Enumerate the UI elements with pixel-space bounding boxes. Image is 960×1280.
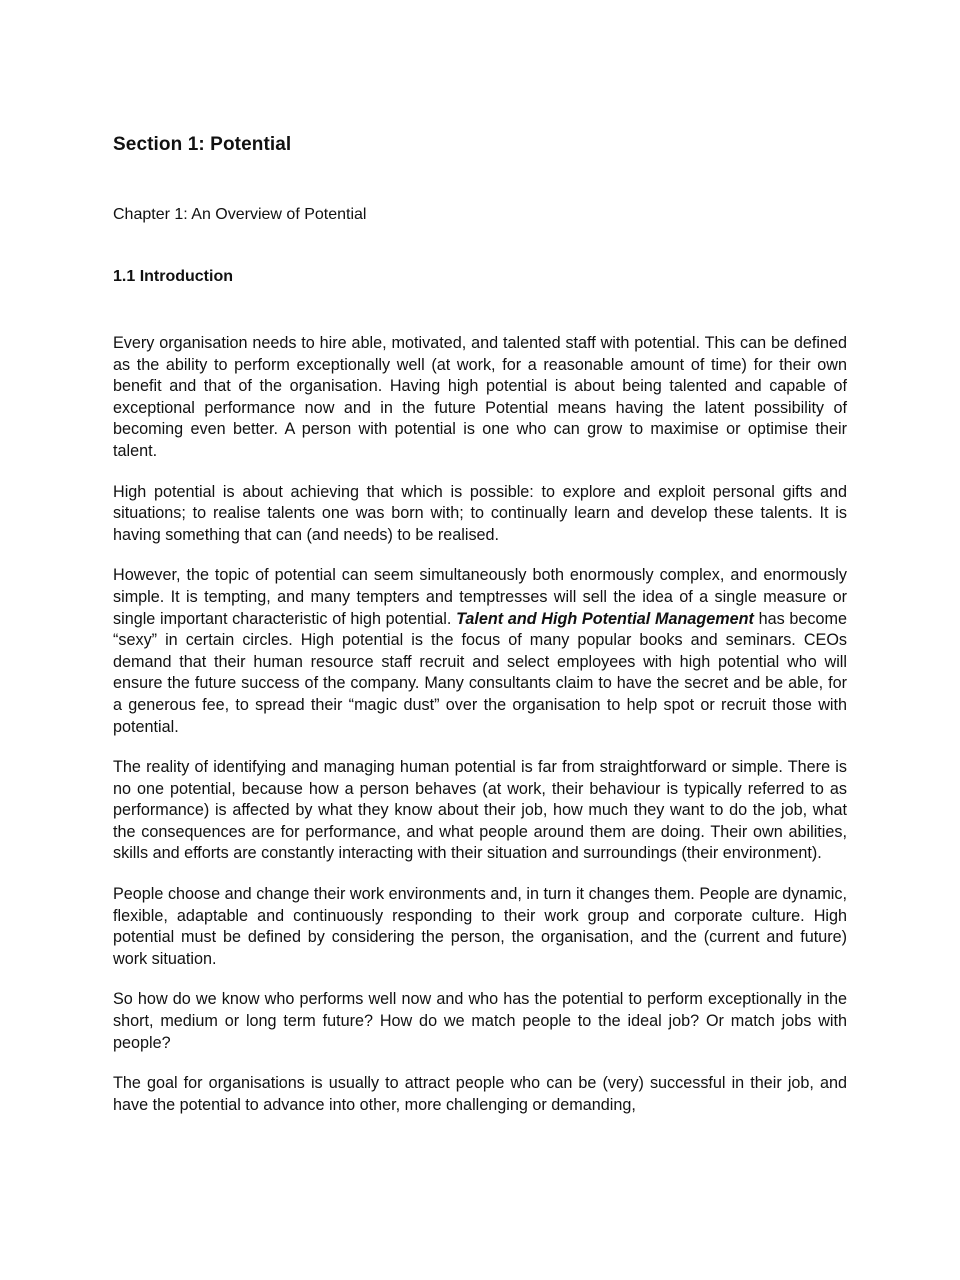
paragraph: Every organisation needs to hire able, motivated, and talented staff with potential. This can be defined as the ability to perform exceptionally well (at work, for a reasonable amount of time) for their own benefit and that of the organisation. Having high potential is about being talented and capable of exceptional performance now and in the future Potential means having the latent possibility of becoming even better. A person with potential is one who can grow to maximise or optimise their talent. bbox=[113, 334, 847, 460]
paragraph: The goal for organisations is usually to attract people who can be (very) successful in their job, and have the potential to advance into other, more challenging or demanding, bbox=[113, 1074, 847, 1114]
paragraph: So how do we know who performs well now and who has the potential to perform exceptionally in the short, medium or long term future? How do we match people to the ideal job? Or match jobs with people? bbox=[113, 990, 847, 1052]
subsection-title: 1.1 Introduction bbox=[113, 268, 233, 285]
paragraph: The reality of identifying and managing human potential is far from straightforward or simple. There is no one potential, because how a person behaves (at work, their behaviour is typically referred to as performance) is affected by what they know about their job, how much they want to do the job, what the consequences are for performance, and what people around them are doing. Their own abilities, skills and efforts are constantly interacting with their situation and surroundings (their environment). bbox=[113, 758, 847, 863]
section-title: Section 1: Potential bbox=[113, 134, 292, 155]
paragraph: People choose and change their work environments and, in turn it changes them. People are dynamic, flexible, adaptable and continuously responding to their work group and corporate culture. High potential must be defined by considering the person, the organisation, and the (current and future) work situation. bbox=[113, 885, 847, 968]
paragraph-text: has become “sexy” in certain circles. High potential is the focus of many popular books and seminars. CEOs demand that their human resource staff recruit and select employees with high potential who will ensure the future success of the company. Many consultants claim to have the secret and be able, for a generous fee, to spread their “magic dust” over the organisation to help spot or recruit those with potential. bbox=[113, 609, 847, 736]
paragraph: High potential is about achieving that which is possible: to explore and exploit personal gifts and situations; to realise talents one was born with; to continually learn and develop these talents. It is having something that can (and needs) to be realised. bbox=[113, 482, 847, 544]
paragraph bbox=[113, 565, 847, 738]
body-text bbox=[113, 333, 847, 1135]
emphasized-term: Talent and High Potential Management bbox=[456, 609, 754, 628]
paragraph-text: However, the topic of potential can seem simultaneously both enormously complex, and enormously simple. It is tempting, and many tempters and temptresses will sell the idea of a single measure or single important characteristic of high potential. bbox=[113, 566, 847, 628]
chapter-title: Chapter 1: An Overview of Potential bbox=[113, 206, 367, 223]
